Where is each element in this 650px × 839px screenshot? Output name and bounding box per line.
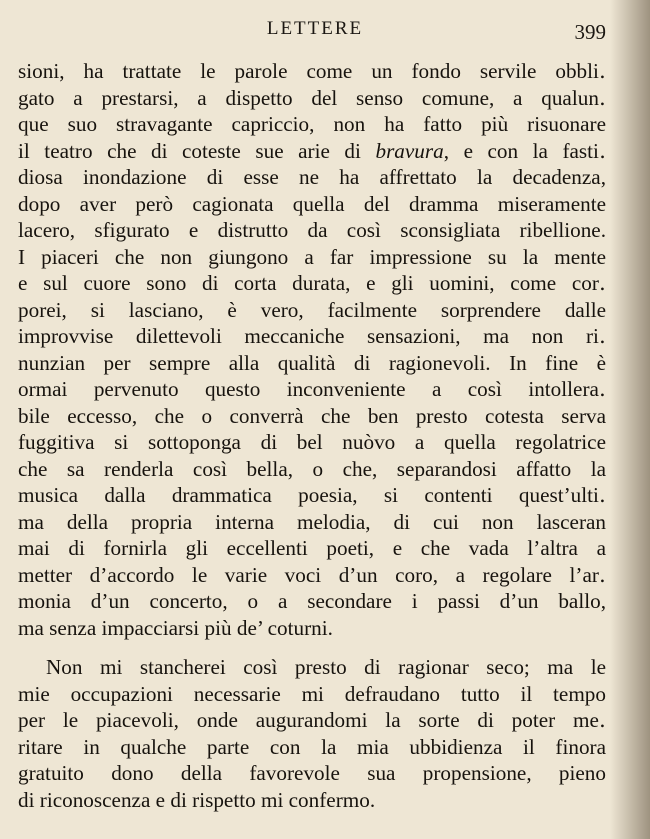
text-line: lacero, sfigurato e distrutto da così sconsigliata ribellione. (18, 218, 606, 242)
text-line: che sa renderla così bella, o che, separandosi affatto la (18, 456, 606, 481)
text-line-with-italic (18, 138, 606, 165)
text-line: mie occupazioni necessarie mi defraudano tutto il tempo (18, 681, 606, 706)
text-line: gratuito dono della favorevole sua propensione, pieno (18, 761, 606, 785)
text-line: ormai pervenuto questo inconveniente a così intollera․ (18, 377, 606, 401)
letter-body (18, 58, 606, 813)
text-line: ritare in qualche parte con la mia ubbidienza il finora (18, 734, 606, 759)
text-line: gato a prestarsi, a dispetto del senso comune, a qualun․ (18, 85, 606, 110)
text-line: mai di fornirla gli eccellenti poeti, e che vada l’altra a (18, 536, 606, 560)
running-head: LETTERE (266, 18, 364, 39)
text-line: di riconoscenza e di rispetto mi confermo. (18, 787, 376, 812)
text-line: porei, si lasciano, è vero, facilmente sorprendere dalle (18, 297, 606, 322)
text-line: improvvise dilettevoli meccaniche sensazioni, ma non ri․ (18, 324, 606, 348)
text-line: musica dalla drammatica poesia, si contenti quest’ulti․ (18, 483, 606, 507)
text-line: que suo stravagante capriccio, non ha fatto più risuonare (18, 112, 606, 136)
text-line: diosa inondazione di esse ne ha affrettato la decadenza, (18, 165, 606, 189)
text-line: monia d’un concerto, o a secondare i passi d’un ballo, (18, 589, 606, 613)
text-line: ma senza impacciarsi più de’ coturni. (18, 615, 333, 640)
text-line: dopo aver però cagionata quella del dramma miseramente (18, 191, 606, 216)
page-number: 399 (574, 20, 606, 44)
italic-term: bravura (375, 138, 444, 163)
text-line: ma della propria interna melodia, di cui non lasceran (18, 509, 606, 534)
text-line: metter d’accordo le varie voci d’un coro, a regolare l’ar․ (18, 562, 606, 587)
page-gutter-shadow (610, 0, 650, 839)
text-line: per le piacevoli, onde augurandomi la sorte di poter me․ (18, 708, 606, 732)
text-line: nunzian per sempre alla qualità di ragionevoli. In fine è (18, 350, 606, 375)
text-line: bile eccesso, che o converrà che ben presto cotesta serva (18, 403, 606, 428)
page-header (20, 18, 610, 46)
paragraph-gap (18, 641, 606, 654)
text-fragment: il teatro che di coteste sue arie di (18, 138, 361, 163)
text-line: e sul cuore sono di corta durata, e gli uomini, come cor․ (18, 271, 606, 295)
text-fragment: , e con la fasti․ (443, 138, 607, 163)
text-line: I piaceri che non giungono a far impressione su la mente (18, 244, 606, 269)
text-line: Non mi stancherei così presto di ragionar seco; ma le (46, 655, 606, 679)
text-line: fuggitiva si sottoponga di bel nuòvo a quella regolatrice (18, 430, 606, 454)
text-line: sioni, ha trattate le parole come un fondo servile obbli․ (18, 59, 606, 83)
